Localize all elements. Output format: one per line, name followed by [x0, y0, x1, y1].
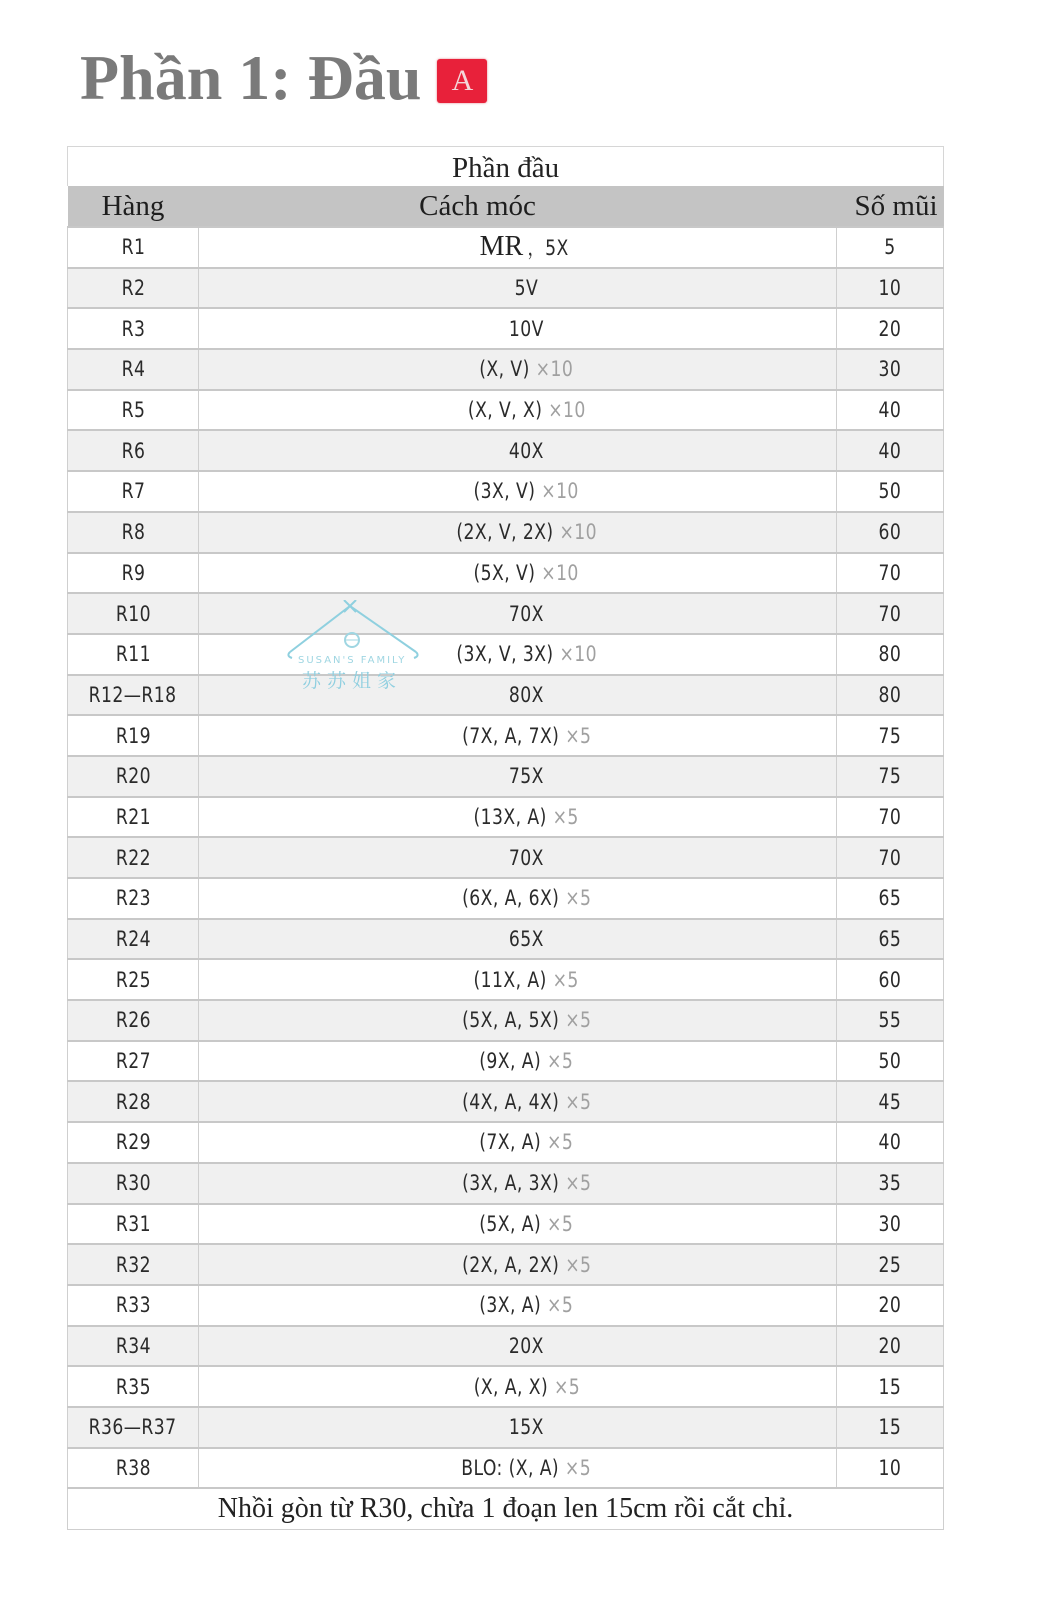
- repeat-multiplier: ×5: [564, 1252, 592, 1277]
- stitch-method: [199, 227, 837, 268]
- stitch-count: [837, 553, 944, 594]
- table-caption: Phần đầu: [68, 147, 944, 187]
- stitch-count: [837, 1285, 944, 1326]
- method-value: (X, V, X): [467, 398, 548, 423]
- table-row: [68, 390, 944, 431]
- stitch-count: [837, 797, 944, 838]
- row-label: [68, 390, 199, 431]
- stitch-method: [199, 1448, 837, 1489]
- repeat-multiplier: ×10: [535, 357, 574, 382]
- method-value: 70X: [509, 845, 544, 870]
- method-text: [474, 479, 579, 503]
- row-label-text: R28: [115, 1089, 151, 1114]
- table-row: [68, 1326, 944, 1367]
- stitch-count: [837, 471, 944, 512]
- stitch-count-text: 40: [878, 438, 902, 463]
- stitch-count-text: 45: [878, 1089, 902, 1114]
- table-row: [68, 878, 944, 919]
- method-text: [456, 520, 597, 544]
- repeat-multiplier: ×5: [553, 1374, 580, 1399]
- table-row: [68, 349, 944, 390]
- stitch-count: [837, 878, 944, 919]
- row-label: [68, 1326, 199, 1367]
- row-label: [68, 227, 199, 268]
- stitch-method: [199, 1122, 837, 1163]
- stitch-method: [199, 1244, 837, 1285]
- row-label-text: R29: [115, 1130, 151, 1155]
- row-label: [68, 471, 199, 512]
- method-value: (3X, A): [479, 1293, 548, 1318]
- stitch-method: [199, 837, 837, 878]
- stitch-count: [837, 715, 944, 756]
- row-label: [68, 1366, 199, 1407]
- stitch-method: [199, 634, 837, 675]
- method-text: [509, 764, 544, 788]
- row-label: [68, 512, 199, 553]
- table-header-row: [68, 186, 944, 227]
- row-label: [68, 1000, 199, 1041]
- repeat-multiplier: ×5: [564, 886, 592, 911]
- method-text: [509, 846, 544, 870]
- stitch-count: [837, 512, 944, 553]
- table-row: [68, 1041, 944, 1082]
- method-text: [480, 1293, 574, 1317]
- repeat-multiplier: ×10: [547, 398, 586, 423]
- repeat-multiplier: ×5: [547, 1293, 574, 1318]
- method-value: (6X, A, 6X): [461, 886, 565, 911]
- row-label-text: R33: [115, 1293, 151, 1318]
- stitch-count-text: 50: [878, 479, 902, 504]
- watermark-english: SUSAN'S FAMILY: [298, 655, 407, 666]
- row-label-text: R4: [121, 357, 145, 382]
- repeat-multiplier: ×5: [564, 1171, 592, 1196]
- stitch-count-text: 50: [878, 1049, 902, 1074]
- table-row: [68, 756, 944, 797]
- method-text: [480, 1212, 574, 1236]
- row-label-text: R12—R18: [89, 682, 177, 707]
- method-value: 75X: [509, 764, 544, 789]
- stitch-count: [837, 1244, 944, 1285]
- table-footer-row: [68, 1488, 944, 1530]
- stitch-count-text: 5: [884, 235, 896, 260]
- section-badge: A: [437, 59, 487, 103]
- method-text: [515, 276, 539, 300]
- row-label: [68, 634, 199, 675]
- row-label: [68, 1448, 199, 1489]
- table-row: [68, 715, 944, 756]
- stitch-count-text: 40: [878, 1130, 902, 1155]
- method-value: (9X, A): [479, 1049, 548, 1074]
- method-text: [480, 1049, 574, 1073]
- repeat-multiplier: ×5: [547, 1211, 574, 1236]
- row-label: [68, 1244, 199, 1285]
- method-text: [474, 968, 579, 992]
- method-text: [462, 1456, 592, 1480]
- stitch-count-text: 20: [878, 316, 902, 341]
- repeat-multiplier: ×5: [564, 723, 592, 748]
- method-value: 10V: [509, 316, 544, 341]
- stitch-count-text: 30: [878, 357, 902, 382]
- repeat-multiplier: ×10: [559, 642, 597, 667]
- stitch-method: [199, 1407, 837, 1448]
- row-label-text: R10: [115, 601, 151, 626]
- stitch-method: [199, 878, 837, 919]
- method-text: [509, 317, 544, 341]
- row-label-text: R1: [121, 235, 145, 260]
- stitch-count-text: 65: [878, 886, 902, 911]
- stitch-count: [837, 1000, 944, 1041]
- table-row: [68, 1244, 944, 1285]
- stitch-count: [837, 959, 944, 1000]
- method-value: 65X: [509, 927, 544, 952]
- stitch-count: [837, 1041, 944, 1082]
- method-text: [462, 886, 591, 910]
- table-row: [68, 1163, 944, 1204]
- stitch-method: [199, 1081, 837, 1122]
- table-row: [68, 837, 944, 878]
- method-value: (5X, V): [473, 560, 542, 585]
- stitch-method: [199, 268, 837, 309]
- stitch-method: [199, 390, 837, 431]
- header-count: Số mũi: [837, 186, 944, 227]
- table-row: [68, 797, 944, 838]
- stitch-count-text: 10: [878, 1455, 902, 1480]
- row-label-text: R3: [121, 316, 145, 341]
- stitch-count-text: 35: [878, 1171, 902, 1196]
- stitch-count-text: 80: [878, 682, 902, 707]
- method-text: [462, 1253, 591, 1277]
- stitch-method: [199, 919, 837, 960]
- stitch-count-text: 10: [878, 276, 902, 301]
- table-row: [68, 471, 944, 512]
- stitch-method: [199, 1204, 837, 1245]
- stitch-count: [837, 1448, 944, 1489]
- stitch-count-text: 70: [878, 845, 902, 870]
- stitch-count: [837, 1122, 944, 1163]
- row-label-text: R5: [121, 398, 145, 423]
- stitch-count-text: 55: [878, 1008, 902, 1033]
- method-value: 80X: [509, 682, 544, 707]
- stitch-method: [199, 1163, 837, 1204]
- stitch-method: [199, 675, 837, 716]
- method-text: [474, 561, 579, 585]
- method-value: (X, A, X): [473, 1374, 554, 1399]
- method-value: (2X, A, 2X): [461, 1252, 565, 1277]
- table-row: [68, 430, 944, 471]
- stitch-count-text: 65: [878, 927, 902, 952]
- row-label-text: R32: [115, 1252, 151, 1277]
- stitch-count-text: 60: [878, 967, 902, 992]
- method-text: [462, 1008, 591, 1032]
- row-label-text: R30: [115, 1171, 151, 1196]
- row-label-text: R6: [121, 438, 145, 463]
- method-text: [480, 357, 574, 381]
- method-text: [474, 805, 579, 829]
- repeat-multiplier: ×10: [559, 520, 597, 545]
- pattern-table: [67, 146, 944, 1530]
- stitch-method: [199, 308, 837, 349]
- stitch-method: [199, 1041, 837, 1082]
- method-text: [462, 1171, 591, 1195]
- table-row: [68, 959, 944, 1000]
- method-value: BLO: (X, A): [461, 1455, 566, 1480]
- stitch-count: [837, 390, 944, 431]
- table-row: [68, 675, 944, 716]
- method-value: (2X, V, 2X): [456, 520, 560, 545]
- stitch-count: [837, 308, 944, 349]
- stitch-count: [837, 837, 944, 878]
- stitch-count-text: 20: [878, 1333, 902, 1358]
- row-label-text: R35: [115, 1374, 151, 1399]
- row-label-text: R31: [115, 1211, 151, 1236]
- row-label: [68, 1204, 199, 1245]
- table-row: [68, 268, 944, 309]
- method-value: (4X, A, 4X): [461, 1089, 565, 1114]
- row-label: [68, 959, 199, 1000]
- stitch-count-text: 20: [878, 1293, 902, 1318]
- method-value: 20X: [509, 1333, 544, 1358]
- row-label: [68, 1407, 199, 1448]
- table-row: [68, 1448, 944, 1489]
- stitch-count: [837, 227, 944, 268]
- stitch-count-text: 25: [878, 1252, 902, 1277]
- row-label-text: R26: [115, 1008, 151, 1033]
- table-row: [68, 308, 944, 349]
- stitch-method: [199, 1326, 837, 1367]
- repeat-multiplier: ×10: [541, 560, 580, 585]
- table-row: [68, 1000, 944, 1041]
- stitch-method: [199, 553, 837, 594]
- stitch-count-text: 70: [878, 804, 902, 829]
- table-row: [68, 512, 944, 553]
- row-label: [68, 878, 199, 919]
- row-label-text: R38: [115, 1455, 151, 1480]
- repeat-multiplier: ×5: [565, 1455, 592, 1480]
- table-footer-note: Nhồi gòn từ R30, chừa 1 đoạn len 15cm rồi cắt chỉ.: [68, 1488, 944, 1530]
- stitch-method: [199, 797, 837, 838]
- stitch-count: [837, 1081, 944, 1122]
- method-value: (X, V): [479, 357, 536, 382]
- stitch-count: [837, 430, 944, 471]
- row-label: [68, 1163, 199, 1204]
- stitch-count-text: 75: [878, 723, 902, 748]
- table-row: [68, 919, 944, 960]
- row-label: [68, 593, 199, 634]
- row-label: [68, 349, 199, 390]
- header-method: Cách móc: [199, 186, 837, 227]
- method-value: (3X, V): [473, 479, 542, 504]
- method-value: 5V: [514, 276, 539, 301]
- row-label-text: R27: [115, 1049, 151, 1074]
- row-label-text: R8: [121, 520, 145, 545]
- header-row: Hàng: [68, 186, 199, 227]
- stitch-method: [199, 1000, 837, 1041]
- stitch-method: [199, 593, 837, 634]
- row-label: [68, 430, 199, 471]
- table-row: [68, 1407, 944, 1448]
- row-label-text: R24: [115, 927, 151, 952]
- method-text: [462, 724, 591, 748]
- row-label-text: R21: [115, 804, 151, 829]
- method-text: [509, 1334, 544, 1358]
- stitch-count: [837, 593, 944, 634]
- stitch-count: [837, 1407, 944, 1448]
- stitch-method: [199, 349, 837, 390]
- row-label-text: R7: [121, 479, 145, 504]
- table-row: [68, 1366, 944, 1407]
- method-value: (11X, A): [473, 967, 553, 992]
- table-row: [68, 1204, 944, 1245]
- method-text: [509, 927, 544, 951]
- row-label: [68, 837, 199, 878]
- method-value: ，5X: [527, 236, 569, 261]
- row-label-text: R34: [115, 1333, 151, 1358]
- row-label-text: R23: [115, 886, 151, 911]
- method-text: [468, 398, 586, 422]
- stitch-method: [199, 959, 837, 1000]
- row-label-text: R9: [121, 560, 145, 585]
- repeat-multiplier: ×5: [552, 967, 580, 992]
- method-value: (7X, A): [479, 1130, 548, 1155]
- stitch-method: [199, 1366, 837, 1407]
- row-label-text: R11: [115, 642, 151, 667]
- method-value: 70X: [509, 601, 544, 626]
- table-row: [68, 553, 944, 594]
- stitch-count: [837, 268, 944, 309]
- row-label: [68, 1285, 199, 1326]
- row-label: [68, 268, 199, 309]
- table-row: [68, 1122, 944, 1163]
- stitch-count: [837, 634, 944, 675]
- row-label: [68, 1041, 199, 1082]
- stitch-count: [837, 919, 944, 960]
- page-title: [80, 40, 487, 116]
- method-text: [509, 683, 544, 707]
- method-text: [509, 1415, 544, 1439]
- method-value: (7X, A, 7X): [461, 723, 565, 748]
- table-row: [68, 593, 944, 634]
- stitch-count-text: 70: [878, 560, 902, 585]
- method-prefix: MR: [479, 231, 524, 263]
- row-label-text: R36—R37: [89, 1415, 177, 1440]
- table-caption-row: [68, 147, 944, 187]
- row-label: [68, 715, 199, 756]
- method-value: (13X, A): [473, 804, 553, 829]
- method-text: [528, 232, 569, 262]
- method-text: [462, 1090, 591, 1114]
- stitch-count: [837, 349, 944, 390]
- stitch-method: [199, 1285, 837, 1326]
- stitch-method: [199, 430, 837, 471]
- repeat-multiplier: ×5: [564, 1008, 592, 1033]
- repeat-multiplier: ×10: [541, 479, 580, 504]
- stitch-count-text: 30: [878, 1211, 902, 1236]
- row-label: [68, 797, 199, 838]
- method-value: 40X: [509, 438, 544, 463]
- row-label: [68, 1081, 199, 1122]
- row-label-text: R2: [121, 276, 145, 301]
- stitch-count-text: 60: [878, 520, 902, 545]
- row-label-text: R25: [115, 967, 151, 992]
- stitch-count: [837, 1163, 944, 1204]
- row-label-text: R19: [115, 723, 151, 748]
- method-text: [480, 1130, 574, 1154]
- row-label: [68, 675, 199, 716]
- method-value: (3X, V, 3X): [456, 642, 560, 667]
- stitch-count: [837, 1366, 944, 1407]
- repeat-multiplier: ×5: [564, 1089, 592, 1114]
- stitch-method: [199, 471, 837, 512]
- stitch-count-text: 70: [878, 601, 902, 626]
- method-value: (5X, A, 5X): [461, 1008, 565, 1033]
- stitch-count-text: 40: [878, 398, 902, 423]
- table-row: [68, 634, 944, 675]
- stitch-method: [199, 715, 837, 756]
- repeat-multiplier: ×5: [547, 1049, 574, 1074]
- method-value: (3X, A, 3X): [461, 1171, 565, 1196]
- stitch-count-text: 15: [878, 1374, 902, 1399]
- method-text: [509, 439, 544, 463]
- stitch-count: [837, 1326, 944, 1367]
- method-text: [509, 602, 544, 626]
- row-label: [68, 308, 199, 349]
- row-label-text: R22: [115, 845, 151, 870]
- stitch-method: [199, 512, 837, 553]
- table-row: [68, 227, 944, 268]
- stitch-method: [199, 756, 837, 797]
- repeat-multiplier: ×5: [547, 1130, 574, 1155]
- row-label: [68, 553, 199, 594]
- stitch-count-text: 80: [878, 642, 902, 667]
- page-title-text: Phần 1: Đầu: [80, 42, 422, 113]
- method-text: [456, 642, 597, 666]
- stitch-count: [837, 1204, 944, 1245]
- table-row: [68, 1081, 944, 1122]
- repeat-multiplier: ×5: [552, 804, 580, 829]
- method-value: 15X: [509, 1415, 544, 1440]
- method-text: [473, 1375, 579, 1399]
- stitch-count-text: 75: [878, 764, 902, 789]
- row-label: [68, 919, 199, 960]
- row-label-text: R20: [115, 764, 151, 789]
- stitch-count: [837, 675, 944, 716]
- row-label: [68, 1122, 199, 1163]
- row-label: [68, 756, 199, 797]
- watermark-chinese: 苏苏姐家: [302, 670, 403, 692]
- table-row: [68, 1285, 944, 1326]
- stitch-count: [837, 756, 944, 797]
- method-value: (5X, A): [479, 1211, 548, 1236]
- stitch-count-text: 15: [878, 1415, 902, 1440]
